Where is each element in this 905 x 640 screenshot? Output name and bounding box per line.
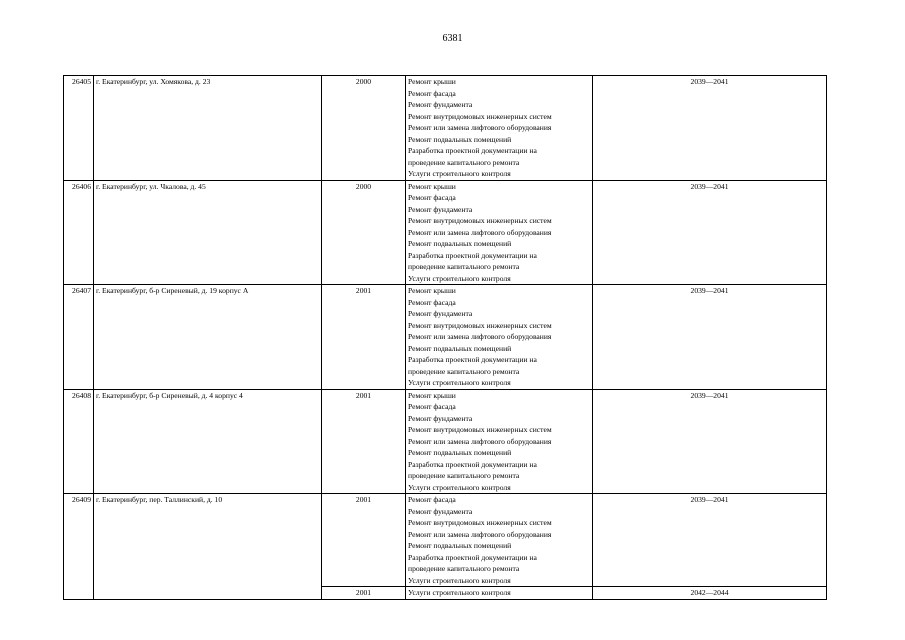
repair-work-item: проведение капитального ремонта: [408, 262, 520, 271]
repair-work-item: Ремонт фасада: [408, 88, 456, 98]
repair-work-item: Ремонт подвальных помещений: [408, 343, 512, 353]
table-row: [64, 389, 827, 494]
repair-work-item: Ремонт или замена лифтового оборудования: [408, 436, 552, 446]
repair-work-item: Разработка проектной документации на: [408, 552, 537, 562]
table-row: [64, 285, 827, 390]
year-cell: 2001: [322, 389, 406, 494]
repair-work-item: Ремонт фасада: [408, 402, 456, 411]
address-cell: г. Екатеринбург, пер. Таллинский, д. 10: [94, 494, 322, 600]
repair-work-item: проведение капитального ремонта: [408, 366, 520, 376]
year-cell: 2001: [322, 494, 406, 587]
repair-work-item: Ремонт фундамента: [408, 100, 473, 109]
repair-work-item: Ремонт крыши: [408, 77, 456, 86]
repair-work-item: Ремонт внутридомовых инженерных систем: [408, 425, 552, 434]
table-row: [64, 494, 827, 587]
repair-work-item: Ремонт фундамента: [408, 204, 473, 214]
house-number-cell: 26406: [64, 180, 94, 285]
repair-work-item: Ремонт фасада: [408, 297, 456, 307]
repair-work-item: Разработка проектной документации на: [408, 355, 537, 364]
repair-work-item: Ремонт крыши: [408, 286, 456, 295]
address-cell: г. Екатеринбург, б-р Сиреневый, д. 4 корпус 4: [94, 389, 322, 494]
repair-work-item: Ремонт подвальных помещений: [408, 134, 512, 144]
year-cell: 2001: [322, 587, 406, 600]
repair-works-cell: [406, 285, 593, 390]
repair-work-item: Ремонт фасада: [408, 193, 456, 202]
repair-work-item: Разработка проектной документации на: [408, 459, 537, 469]
repair-work-item: Ремонт внутридомовых инженерных систем: [408, 216, 552, 225]
repair-work-item: Услуги строительного контроля: [408, 169, 511, 178]
year-cell: 2001: [322, 285, 406, 390]
repair-work-item: Услуги строительного контроля: [408, 482, 511, 492]
planned-period-cell: 2039—2041: [593, 180, 827, 285]
repair-work-item: Ремонт фасада: [408, 495, 456, 504]
repair-work-item: Ремонт или замена лифтового оборудования: [408, 529, 552, 539]
repair-work-item: Разработка проектной документации на: [408, 250, 537, 260]
repair-work-item: Ремонт внутридомовых инженерных систем: [408, 320, 552, 330]
repair-work-item: Ремонт фундамента: [408, 506, 473, 516]
year-cell: 2000: [322, 180, 406, 285]
repair-work-item: Услуги строительного контроля: [408, 575, 511, 585]
repair-work-item: Ремонт или замена лифтового оборудования: [408, 332, 552, 341]
repair-works-cell: [406, 389, 593, 494]
address-cell: г. Екатеринбург, б-р Сиреневый, д. 19 корпус А: [94, 285, 322, 390]
repair-works-cell: [406, 494, 593, 587]
house-number-cell: 26409: [64, 494, 94, 600]
planned-period-cell: 2039—2041: [593, 389, 827, 494]
repair-work-item: проведение капитального ремонта: [408, 157, 520, 167]
repair-work-item: Услуги строительного контроля: [408, 378, 511, 387]
repair-works-cell: [406, 587, 593, 600]
house-number-cell: 26408: [64, 389, 94, 494]
repair-works-cell: [406, 76, 593, 181]
repair-work-item: Ремонт фундамента: [408, 309, 473, 318]
year-cell: 2000: [322, 76, 406, 181]
repair-work-item: Услуги строительного контроля: [408, 273, 511, 283]
table-body: [64, 76, 827, 600]
repair-work-item: Ремонт или замена лифтового оборудования: [408, 227, 552, 237]
repair-work-item: проведение капитального ремонта: [408, 471, 520, 480]
repair-work-item: Ремонт подвальных помещений: [408, 448, 512, 457]
planned-period-cell: 2039—2041: [593, 76, 827, 181]
page-number: 6381: [442, 33, 463, 44]
address-cell: г. Екатеринбург, ул. Хомякова, д. 23: [94, 76, 322, 181]
repair-work-item: проведение капитального ремонта: [408, 564, 520, 573]
table-row: [64, 180, 827, 285]
planned-period-cell: 2039—2041: [593, 285, 827, 390]
capital-repair-table: [63, 75, 827, 600]
repair-work-item: Ремонт или замена лифтового оборудования: [408, 123, 552, 132]
repair-work-item: Ремонт подвальных помещений: [408, 541, 512, 550]
repair-work-item: Ремонт фундамента: [408, 413, 473, 423]
repair-work-item: Ремонт подвальных помещений: [408, 239, 512, 248]
repair-work-item: Услуги строительного контроля: [408, 588, 511, 597]
table-row: [64, 76, 827, 181]
planned-period-cell: 2039—2041: [593, 494, 827, 587]
repair-work-item: Разработка проектной документации на: [408, 146, 537, 155]
repair-work-item: Ремонт крыши: [408, 181, 456, 191]
repair-works-cell: [406, 180, 593, 285]
planned-period-cell: 2042—2044: [593, 587, 827, 600]
repair-work-item: Ремонт крыши: [408, 390, 456, 400]
house-number-cell: 26407: [64, 285, 94, 390]
repair-work-item: Ремонт внутридомовых инженерных систем: [408, 518, 552, 527]
address-cell: г. Екатеринбург, ул. Чкалова, д. 45: [94, 180, 322, 285]
house-number-cell: 26405: [64, 76, 94, 181]
repair-work-item: Ремонт внутридомовых инженерных систем: [408, 111, 552, 121]
